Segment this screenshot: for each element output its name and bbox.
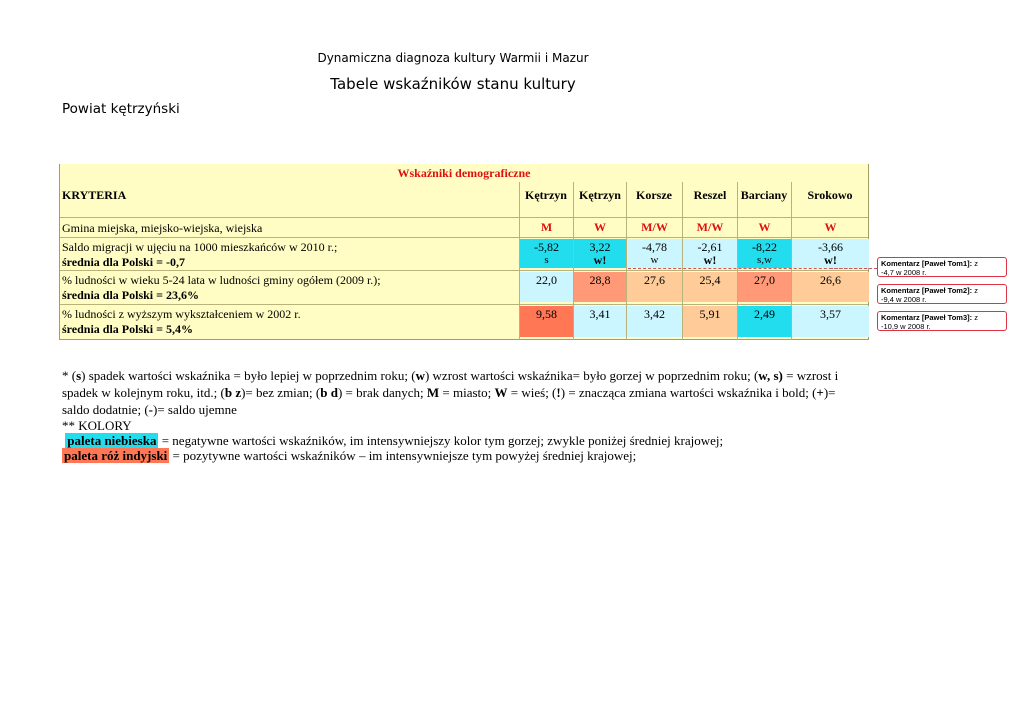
cell-type-ketrzyn-miasto: M	[540, 220, 553, 234]
blue-palette-chip: paleta niebieska	[67, 433, 157, 448]
pink-palette-chip: paleta róż indyjski	[64, 448, 168, 463]
cell-education-ketrzyn-gmina: 3,41	[574, 306, 626, 337]
document-subtitle: Dynamiczna diagnoza kultury Warmii i Mazur	[317, 51, 589, 65]
column-header-ketrzyn-miasto: Kętrzyn	[525, 188, 567, 202]
cell-migration-srokowo: -3,66 w!	[792, 239, 869, 268]
document-title: Tabele wskaźników stanu kultury	[330, 75, 576, 93]
column-header-barciany: Barciany	[740, 188, 788, 202]
cell-youth-srokowo: 26,6	[792, 272, 869, 302]
cell-education-srokowo: 3,57	[792, 306, 869, 337]
comment-balloon-3[interactable]: Komentarz [Paweł Tom3]: z -10,9 w 2008 r.	[877, 311, 1007, 331]
legend-notes: * (s) spadek wartości wskaźnika = było lepiej w poprzednim roku; (w) wzrost wartości wskaźnika= było gorzej w poprzednim roku; (w, s) = wzrost i spadek w kolejnym roku, itd.; (b z)= bez zmian; (b d) = brak danych; M = miasto; W = wieś; (!) = znacząca zmiana wartości wskaźnika i bold; (+)= saldo dodatnie; (-)= saldo ujemne	[62, 368, 839, 417]
cell-youth-barciany: 27,0	[738, 272, 791, 302]
comment-connector-2	[830, 268, 877, 269]
row-label-education	[62, 307, 301, 337]
comment-balloon-1[interactable]: Komentarz [Paweł Tom1]: z -4,7 w 2008 r.	[877, 257, 1007, 277]
cell-migration-korsze: -4,78 w	[627, 239, 682, 268]
row-label-youth-text: % ludności w wieku 5-24 lata w ludności gminy ogółem (2009 r.);	[62, 273, 381, 287]
cell-migration-ketrzyn-gmina: 3,22 w!	[574, 239, 626, 268]
column-header-korsze: Korsze	[636, 188, 672, 202]
cell-youth-ketrzyn-gmina: 28,8	[574, 272, 626, 302]
cell-youth-korsze: 27,6	[627, 272, 682, 302]
indicator-table	[59, 164, 869, 340]
column-header-reszel: Reszel	[693, 188, 727, 202]
row-label-youth	[62, 273, 381, 303]
cell-type-barciany: W	[758, 220, 771, 234]
criteria-header: KRYTERIA	[62, 188, 127, 202]
colors-pink-line: paleta róż indyjski = pozytywne wartości wskaźników – im intensywniejsze tym powyżej średniej krajowej;	[64, 448, 637, 463]
row-label-gmina-type: Gmina miejska, miejsko-wiejska, wiejska	[62, 221, 263, 235]
cell-type-ketrzyn-gmina: W	[594, 220, 606, 234]
row-label-migration-avg: średnia dla Polski = -0,7	[62, 255, 185, 269]
colors-heading: ** KOLORY	[62, 418, 132, 433]
table-title: Wskaźniki demograficzne	[397, 166, 531, 180]
cell-migration-ketrzyn-miasto: -5,82 s	[520, 239, 573, 268]
row-label-migration-text: Saldo migracji w ujęciu na 1000 mieszkańców w 2010 r.;	[62, 240, 338, 254]
cell-education-reszel: 5,91	[683, 306, 737, 337]
cell-youth-ketrzyn-miasto: 22,0	[520, 272, 573, 302]
cell-education-korsze: 3,42	[627, 306, 682, 337]
row-label-youth-avg: średnia dla Polski = 23,6%	[62, 288, 199, 302]
cell-type-korsze: M/W	[641, 220, 668, 234]
column-header-srokowo: Srokowo	[807, 188, 853, 202]
cell-education-barciany: 2,49	[738, 306, 791, 337]
cell-migration-reszel: -2,61 w!	[683, 239, 737, 268]
comment-balloon-2[interactable]: Komentarz [Paweł Tom2]: z -9,4 w 2008 r.	[877, 284, 1007, 304]
colors-legend	[62, 418, 723, 463]
powiat-heading: Powiat kętrzyński	[62, 101, 180, 117]
cell-youth-reszel: 25,4	[683, 272, 737, 302]
cell-migration-barciany: -8,22 s,w	[738, 239, 791, 268]
row-label-education-text: % ludności z wyższym wykształceniem w 2002 r.	[62, 307, 301, 321]
row-label-migration	[62, 240, 337, 270]
colors-blue-line: paleta niebieska = negatywne wartości wskaźników, im intensywniejszy kolor tym gorzej; zwykle poniżej średniej krajowej;	[67, 433, 724, 448]
cell-type-srokowo: W	[824, 220, 837, 234]
column-header-ketrzyn-gmina: Kętrzyn	[579, 188, 621, 202]
cell-education-ketrzyn-miasto: 9,58	[520, 306, 573, 337]
row-label-education-avg: średnia dla Polski = 5,4%	[62, 322, 193, 336]
cell-type-reszel: M/W	[696, 220, 724, 234]
